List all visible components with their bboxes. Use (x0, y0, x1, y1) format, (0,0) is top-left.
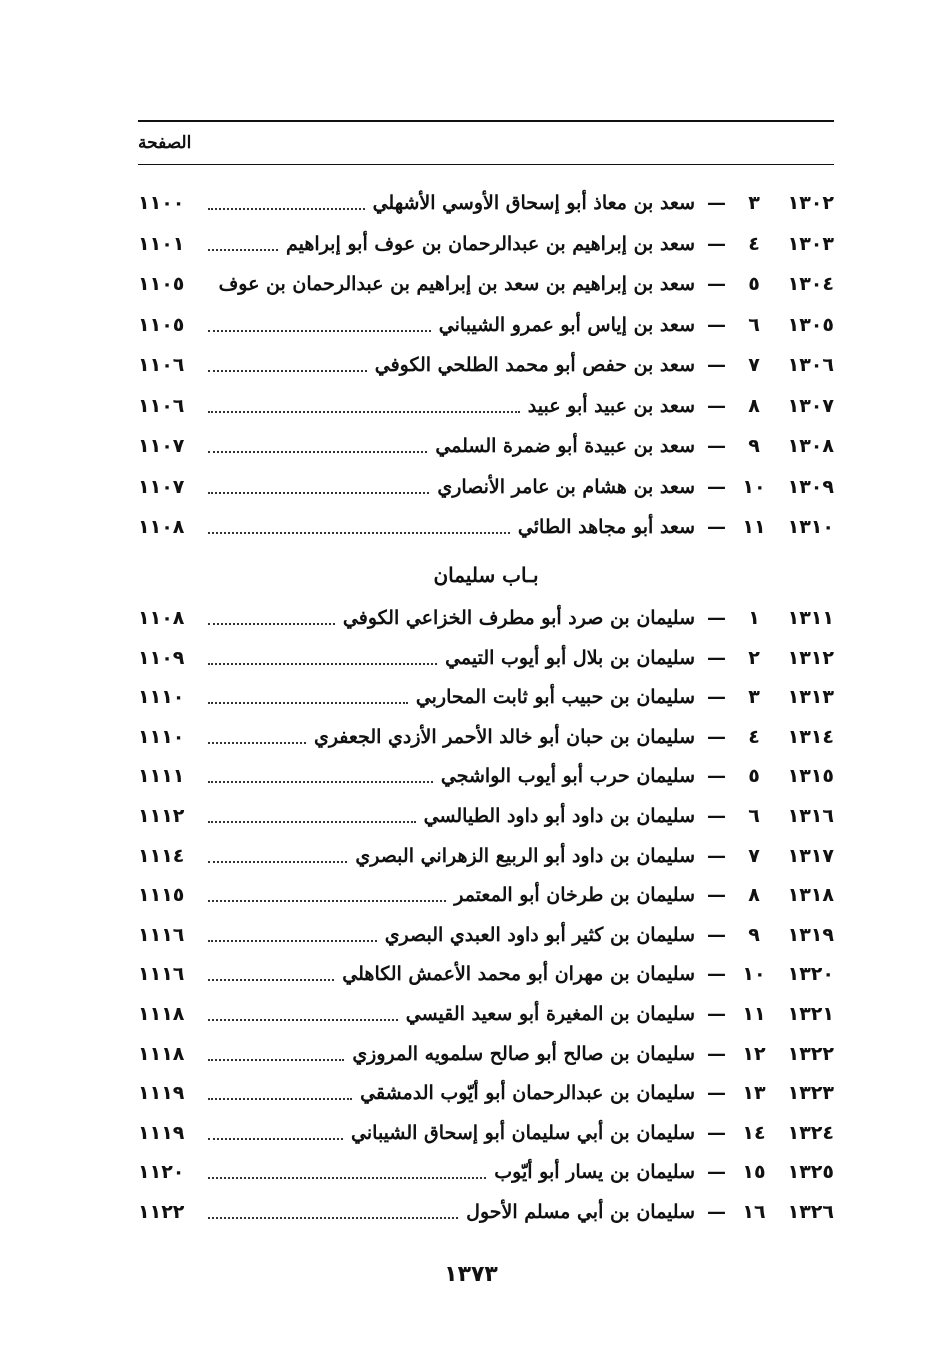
entry-page-number: ١١١٩ (138, 1121, 185, 1144)
dot-leader (208, 932, 377, 942)
entry-page-number: ١١١٢ (138, 805, 185, 827)
dot-leader (208, 322, 431, 332)
entry-serial-number: ١٣١٩ (787, 923, 834, 946)
page-column-header: الصفحة (138, 133, 192, 153)
entry-page-number: ١١١٠ (138, 686, 185, 709)
index-entry-row (138, 717, 834, 757)
entry-name: سعد بن إبراهيم بن عبدالرحمان بن عوف أبو إبراهيم (286, 232, 695, 255)
entry-serial-number: ١٣٠٩ (787, 475, 834, 498)
dot-leader (208, 892, 446, 902)
entry-page-number: ١١٠٨ (138, 607, 185, 629)
index-entry-row (138, 467, 834, 507)
entry-page-number: ١١١٥ (138, 884, 185, 907)
entry-name: سعد بن إبراهيم بن سعد بن إبراهيم بن عبدالرحمان بن عوف (218, 273, 695, 295)
index-entry-row (138, 598, 834, 638)
entry-dash: — (707, 963, 726, 986)
entry-dash: — (707, 1161, 726, 1184)
entry-serial-number: ١٣٢٠ (787, 963, 834, 986)
entry-local-number: ٢ (748, 646, 760, 669)
entry-dash: — (707, 516, 726, 538)
index-entry-row (138, 1113, 834, 1153)
entry-dash: — (707, 192, 726, 214)
index-entry-row (138, 224, 834, 264)
entry-serial-number: ١٣٢١ (787, 1003, 834, 1025)
entry-dash: — (707, 1121, 726, 1144)
entry-name: سعد بن حفص أبو محمد الطلحي الكوفي (374, 354, 695, 376)
entry-serial-number: ١٣٠٣ (787, 232, 834, 255)
index-entry-row (138, 1192, 834, 1232)
entry-serial-number: ١٣٢٢ (787, 1042, 834, 1065)
index-entry-row (138, 796, 834, 836)
dot-leader (208, 241, 278, 251)
entry-serial-number: ١٣٠٨ (787, 435, 834, 457)
page-number-footer: ١٣٧٣ (444, 1262, 498, 1287)
entry-local-number: ٩ (748, 923, 760, 946)
entry-dash: — (707, 1082, 726, 1105)
entry-local-number: ١٥ (742, 1161, 766, 1184)
dot-leader (208, 443, 427, 453)
entry-page-number: ١١١٦ (138, 963, 185, 986)
entry-local-number: ٨ (748, 884, 760, 907)
entry-name: سليمان بن أبي مسلم الأحول (466, 1201, 695, 1223)
page-header (138, 120, 834, 165)
entry-dash: — (707, 725, 726, 748)
dot-leader (208, 484, 429, 494)
dot-leader (208, 1051, 344, 1061)
entry-local-number: ٤ (748, 232, 760, 255)
entry-serial-number: ١٣١٧ (787, 844, 834, 867)
entry-dash: — (707, 686, 726, 709)
index-entry-row (138, 954, 834, 994)
entry-page-number: ١١١٠ (138, 725, 185, 748)
entry-page-number: ١١١١ (138, 765, 185, 788)
entry-local-number: ١١ (742, 516, 766, 538)
entry-dash: — (707, 273, 726, 295)
entry-dash: — (707, 313, 726, 336)
index-entry-row (138, 1152, 834, 1192)
entry-local-number: ١١ (742, 1003, 766, 1025)
index-entry-row (138, 386, 834, 426)
entry-name: سليمان بن يسار أبو أيّوب (494, 1161, 695, 1184)
entry-name: سليمان حرب أبو أيوب الواشجي (440, 765, 695, 788)
entry-local-number: ١٠ (742, 963, 766, 986)
index-entry-row (138, 183, 834, 223)
entry-local-number: ٩ (748, 435, 760, 457)
entry-local-number: ٣ (748, 192, 760, 214)
entry-name: سعد بن عبيد أبو عبيد (527, 394, 695, 417)
dot-leader (208, 403, 520, 413)
entry-serial-number: ١٣٠٦ (787, 354, 834, 376)
entry-dash: — (707, 1003, 726, 1025)
entry-local-number: ١٣ (742, 1082, 766, 1105)
entry-serial-number: ١٣٢٣ (787, 1082, 834, 1105)
entry-name: سليمان بن داود أبو الربيع الزهراني البصري (355, 844, 695, 867)
dot-leader (208, 362, 367, 372)
section-title-sulayman: بـاب سليمان (433, 563, 539, 587)
entry-local-number: ١٤ (742, 1121, 766, 1144)
entry-local-number: ١٦ (742, 1201, 766, 1223)
index-entry-row (138, 875, 834, 915)
dot-leader (208, 1209, 458, 1219)
entry-name: سليمان بن كثير أبو داود العبدي البصري (384, 923, 695, 946)
entry-serial-number: ١٣٠٧ (787, 394, 834, 417)
index-entry-row (138, 994, 834, 1034)
entry-serial-number: ١٣٠٢ (787, 192, 834, 214)
entry-local-number: ١٠ (742, 475, 766, 498)
index-entry-row (138, 507, 834, 547)
index-entry-row (138, 915, 834, 955)
index-entry-row (138, 426, 834, 466)
entry-name: سليمان بن بلال أبو أيوب التيمي (445, 646, 695, 669)
entry-page-number: ١١٠٧ (138, 435, 185, 457)
entry-serial-number: ١٣٢٥ (787, 1161, 834, 1184)
entry-serial-number: ١٣٢٦ (787, 1201, 834, 1223)
entry-dash: — (707, 354, 726, 376)
entry-page-number: ١١٠٦ (138, 394, 185, 417)
entry-dash: — (707, 475, 726, 498)
entry-dash: — (707, 844, 726, 867)
entry-dash: — (707, 884, 726, 907)
entry-name: سعد أبو مجاهد الطائي (517, 516, 695, 538)
entry-name: سليمان بن المغيرة أبو سعيد القيسي (405, 1003, 695, 1025)
index-entry-row (138, 677, 834, 717)
entry-name: سليمان بن طرخان أبو المعتمر (454, 884, 695, 907)
index-entry-row (138, 305, 834, 345)
dot-leader (208, 1090, 352, 1100)
entry-dash: — (707, 1042, 726, 1065)
entry-page-number: ١١٠٥ (138, 273, 185, 295)
entry-page-number: ١١١٦ (138, 923, 185, 946)
entry-page-number: ١١٠٠ (138, 192, 185, 214)
index-entry-row (138, 1034, 834, 1074)
entry-serial-number: ١٣١٨ (787, 884, 834, 907)
dot-leader (208, 615, 335, 625)
entry-serial-number: ١٣٠٤ (787, 273, 834, 295)
dot-leader (208, 200, 365, 210)
dot-leader (208, 734, 306, 744)
dot-leader (208, 282, 211, 290)
entry-name: سليمان بن صرد أبو مطرف الخزاعي الكوفي (342, 607, 695, 629)
index-entry-row (138, 345, 834, 385)
entry-serial-number: ١٣٠٥ (787, 313, 834, 336)
entry-page-number: ١١١٨ (138, 1042, 185, 1065)
entry-local-number: ٣ (748, 686, 760, 709)
entry-name: سعد بن معاذ أبو إسحاق الأوسي الأشهلي (372, 192, 695, 214)
entry-dash: — (707, 232, 726, 255)
entry-name: سليمان بن مهران أبو محمد الأعمش الكاهلي (342, 963, 695, 986)
entry-dash: — (707, 765, 726, 788)
entry-dash: — (707, 435, 726, 457)
entry-dash: — (707, 923, 726, 946)
entry-page-number: ١١٠١ (138, 232, 185, 255)
index-entry-row (138, 1073, 834, 1113)
dot-leader (208, 971, 334, 981)
entry-page-number: ١١١٨ (138, 1003, 185, 1025)
entry-page-number: ١١٠٨ (138, 516, 185, 538)
dot-leader (208, 524, 510, 534)
entry-name: سليمان بن حبيب أبو ثابت المحاربي (415, 686, 695, 709)
dot-leader (208, 853, 347, 863)
entry-local-number: ٧ (748, 844, 760, 867)
entry-page-number: ١١٠٥ (138, 313, 185, 336)
entry-dash: — (707, 1201, 726, 1223)
entry-page-number: ١١٠٧ (138, 475, 185, 498)
dot-leader (208, 1169, 486, 1179)
entry-page-number: ١١٠٩ (138, 646, 185, 669)
entry-dash: — (707, 646, 726, 669)
entry-page-number: ١١٠٦ (138, 354, 185, 376)
entry-serial-number: ١٣٢٤ (787, 1121, 834, 1144)
entry-local-number: ٧ (748, 354, 760, 376)
entry-page-number: ١١٢٢ (138, 1201, 185, 1223)
index-entry-row (138, 638, 834, 678)
dot-leader (208, 813, 416, 823)
entry-serial-number: ١٣١٠ (787, 516, 834, 538)
entry-local-number: ٥ (748, 273, 760, 295)
entry-serial-number: ١٣١٤ (787, 725, 834, 748)
entry-name: سليمان بن صالح أبو صالح سلمويه المروزي (352, 1042, 695, 1065)
index-entry-row (138, 264, 834, 304)
entry-local-number: ٦ (748, 313, 760, 336)
entry-page-number: ١١١٩ (138, 1082, 185, 1105)
entry-local-number: ١ (748, 607, 760, 629)
entry-local-number: ٤ (748, 725, 760, 748)
entry-name: سليمان بن داود أبو داود الطيالسي (423, 805, 695, 827)
dot-leader (208, 1130, 343, 1140)
dot-leader (208, 694, 408, 704)
entry-name: سليمان بن عبدالرحمان أبو أيّوب الدمشقي (360, 1082, 695, 1105)
index-entry-row (138, 836, 834, 876)
entry-page-number: ١١١٤ (138, 844, 185, 867)
entry-page-number: ١١٢٠ (138, 1161, 185, 1184)
entry-local-number: ١٢ (742, 1042, 766, 1065)
dot-leader (208, 773, 433, 783)
entry-name: سليمان بن أبي سليمان أبو إسحاق الشيباني (351, 1121, 695, 1144)
entry-serial-number: ١٣١٥ (787, 765, 834, 788)
entry-dash: — (707, 394, 726, 417)
index-entry-row (138, 756, 834, 796)
entry-serial-number: ١٣١١ (787, 607, 834, 629)
dot-leader (208, 655, 437, 665)
entry-local-number: ٦ (748, 805, 760, 827)
entry-local-number: ٨ (748, 394, 760, 417)
entry-serial-number: ١٣١٦ (787, 805, 834, 827)
entry-local-number: ٥ (748, 765, 760, 788)
entry-serial-number: ١٣١٢ (787, 646, 834, 669)
entry-dash: — (707, 607, 726, 629)
dot-leader (208, 1011, 398, 1021)
entry-serial-number: ١٣١٣ (787, 686, 834, 709)
entry-name: سعد بن عبيدة أبو ضمرة السلمي (435, 435, 695, 457)
entry-name: سعد بن هشام بن عامر الأنصاري (437, 475, 695, 498)
entry-name: سليمان بن حبان أبو خالد الأحمر الأزدي الجعفري (313, 725, 695, 748)
entry-dash: — (707, 805, 726, 827)
entry-name: سعد بن إياس أبو عمرو الشيباني (438, 313, 695, 336)
